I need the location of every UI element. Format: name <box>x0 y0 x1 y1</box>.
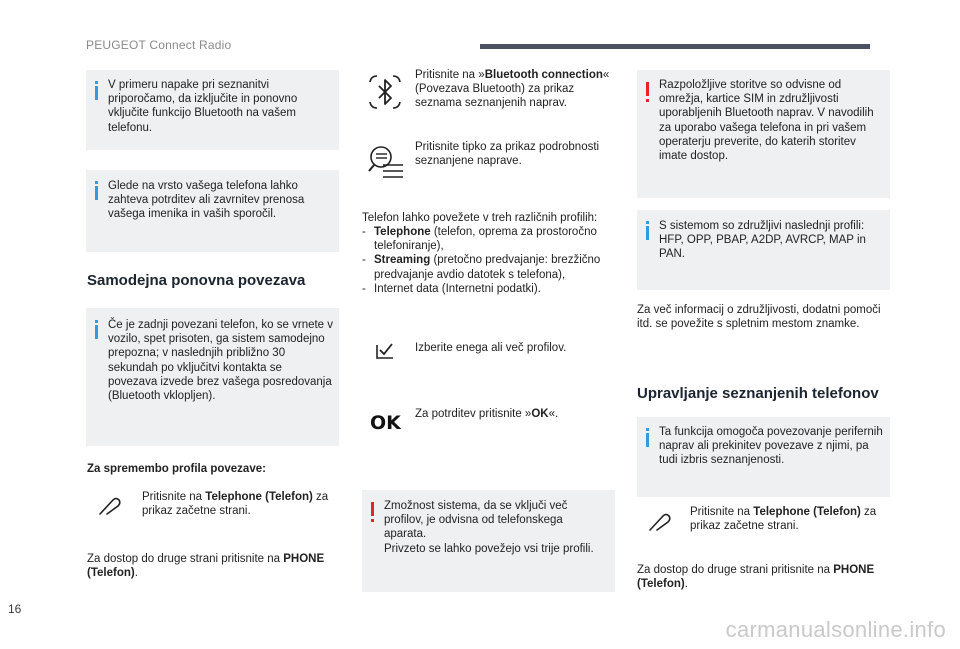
profiles-list <box>362 225 617 296</box>
warning-box-services <box>637 70 890 198</box>
info-box-auto-reconnect <box>86 308 339 446</box>
more-info-text: Za več informacij o združljivosti, dodatni pomoči itd. se povežite s spletnim mestom znamke. <box>637 304 881 331</box>
profile-item-streaming: - Streaming (pretočno predvajanje: brezžično predvajanje avdio datotek s telefona), <box>362 254 601 281</box>
warning-icon <box>371 502 374 516</box>
page-number: 16 <box>8 602 22 616</box>
running-header: PEUGEOT Connect Radio <box>86 38 232 52</box>
header-bar <box>480 44 870 49</box>
profiles-intro: Telefon lahko povežete v treh različnih profilih: <box>362 212 598 224</box>
info-text: Glede na vrsto vašega telefona lahko zahteva potrditev ali zavrnitev prenosa vašega imenika in vaših sporočil. <box>108 180 305 221</box>
info-icon <box>95 325 98 339</box>
info-text: Če je zadnji povezani telefon, ko se vrnete v vozilo, spet prisoten, ga sistem samodejno prepozna; v naslednjih približno 30 sekundah po vključitvi kontakta se povezava izvede brez vašega posredovanja (Bluetooth vklopljen). <box>108 319 334 403</box>
info-text: V primeru napake pri seznanitvi priporočamo, da izključite in ponovno vključite funkcijo Bluetooth na vašem telefonu. <box>108 79 298 134</box>
checkbox-select-icon <box>374 341 396 361</box>
info-box-pairing-error <box>86 70 339 150</box>
touch-press-icon <box>648 512 672 532</box>
access-phone-text: Za dostop do druge strani pritisnite na PHONE (Telefon). <box>637 564 875 591</box>
section-heading: Upravljanje seznanjenih telefonov <box>637 385 879 402</box>
profile-item-telephone: - Telephone (telefon, oprema za prostoročno telefoniranje), <box>362 226 597 253</box>
bluetooth-connection-text: Pritisnite na »Bluetooth connection« (Povezava Bluetooth) za prikaz seznama seznanjenih naprav. <box>415 69 610 110</box>
info-icon <box>95 86 98 100</box>
info-box-phonebook <box>86 170 339 252</box>
info-icon <box>646 226 649 240</box>
info-box-compatible-profiles <box>637 210 890 290</box>
info-icon <box>95 186 98 200</box>
device-details-icon <box>367 143 405 183</box>
watermark: carmanualsonline.info <box>725 617 946 642</box>
info-text: Ta funkcija omogoča povezovanje perifernih naprav ali prekinitev povezave z njimi, pa tudi izbris seznanjenosti. <box>659 426 883 467</box>
step-telephone: Pritisnite na Telephone (Telefon) za prikaz začetne strani. <box>690 506 877 533</box>
step-telephone: Pritisnite na Telephone (Telefon) za prikaz začetne strani. <box>142 491 329 518</box>
select-profiles-text: Izberite enega ali več profilov. <box>415 342 567 354</box>
info-box-manage-devices <box>637 417 890 497</box>
warning-box-profiles <box>362 490 615 592</box>
info-icon <box>646 433 649 447</box>
access-phone-text: Za dostop do druge strani pritisnite na PHONE (Telefon). <box>87 553 325 580</box>
profile-change-heading: Za spremembo profila povezave: <box>87 463 266 475</box>
bluetooth-icon <box>367 72 403 112</box>
warning-icon <box>646 82 649 96</box>
touch-press-icon <box>98 496 122 516</box>
profile-item-internet: - Internet data (Internetni podatki). <box>362 282 541 295</box>
warning-text: Zmožnost sistema, da se vključi več profilov, je odvisna od telefonskega aparata. Privzeto se lahko povežejo vsi trije profili. <box>384 500 594 555</box>
info-text: S sistemom so združljivi naslednji profili: HFP, OPP, PBAP, A2DP, AVRCP, MAP in PAN. <box>659 220 866 261</box>
warning-text: Razpoložljive storitve so odvisne od omrežja, kartice SIM in združljivosti uporabljenih Bluetooth naprav. V navodilih za uporabo vašega telefona in pri vašem operaterju preverite, do katerih storitev imate dostop. <box>659 79 874 163</box>
section-heading: Samodejna ponovna povezava <box>87 272 306 289</box>
ok-button-icon: OK <box>370 412 401 434</box>
confirm-ok-text: Za potrditev pritisnite »OK«. <box>415 408 559 420</box>
device-details-text: Pritisnite tipko za prikaz podrobnosti seznanjene naprave. <box>415 141 600 168</box>
